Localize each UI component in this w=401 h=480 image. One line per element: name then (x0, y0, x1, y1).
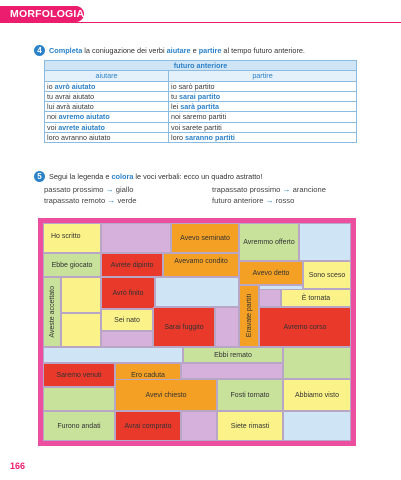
painting-cell[interactable]: Fosti tornato (217, 379, 283, 411)
table-row (45, 91, 357, 101)
painting-cell[interactable] (61, 313, 101, 347)
painting-cell[interactable]: Avevi chiesto (115, 379, 217, 411)
table-cell (45, 91, 169, 101)
table-row (45, 81, 357, 91)
exercise-4-instruction (49, 46, 305, 55)
legend-tense: trapassato remoto (44, 196, 106, 205)
table-cell (45, 133, 169, 143)
answer-text[interactable]: avrete aiutato (58, 122, 105, 132)
table-cell (45, 81, 169, 91)
painting-cell[interactable]: Ero caduta (115, 363, 181, 387)
instruction-text: le voci verbali: ecco un quadro astratto! (133, 172, 263, 181)
painting-cell[interactable] (43, 347, 183, 363)
answer-text[interactable]: avrò aiutato (54, 81, 96, 91)
painting-cell[interactable] (61, 277, 101, 313)
cell-text: tu (171, 91, 179, 101)
table-cell (169, 102, 357, 112)
cell-text: noi saremo partiti (171, 112, 227, 122)
cell-text: lei (171, 102, 181, 112)
painting-cell[interactable] (215, 307, 239, 347)
painting-cell[interactable] (101, 223, 171, 253)
painting-cell[interactable] (299, 223, 351, 261)
painting-cell[interactable]: Avrete dipinto (101, 253, 163, 277)
verb-aiutare: aiutare (166, 46, 191, 55)
painting-cell[interactable]: Aveste accettato (43, 277, 61, 347)
painting-cell[interactable]: Avevamo condito (163, 253, 239, 277)
answer-text[interactable]: sarai partito (179, 91, 221, 101)
table-cell (169, 112, 357, 122)
table-row (45, 133, 357, 143)
painting-cell[interactable]: Avremo corso (259, 307, 351, 347)
legend-tense: futuro anteriore (212, 196, 264, 205)
painting-cell[interactable] (283, 411, 351, 441)
legend-item (44, 196, 136, 205)
painting-cell[interactable]: Ebbe giocato (43, 253, 101, 277)
instruction-word: colora (111, 172, 134, 181)
cell-text: loro avranno aiutato (47, 133, 111, 143)
legend-tense: passato prossimo (44, 185, 104, 194)
painting-cell[interactable]: Sono sceso (303, 261, 351, 289)
painting-cell[interactable]: Avevo detto (239, 261, 303, 285)
painting-cell[interactable] (181, 411, 217, 441)
cell-text: io sarò partito (171, 81, 215, 91)
painting-cell[interactable]: Avrò finito (101, 277, 155, 309)
painting-cell[interactable] (101, 331, 153, 347)
painting-cell[interactable] (43, 387, 115, 411)
painting-cell[interactable]: È tornata (281, 289, 351, 307)
painting-cell[interactable]: Avremmo offerto (239, 223, 299, 261)
cell-text: io (47, 81, 55, 91)
legend-item (212, 196, 294, 205)
painting-cell[interactable]: Saremo venuti (43, 363, 115, 387)
cell-text: loro (171, 133, 185, 143)
cell-text: voi (47, 122, 59, 132)
cell-text: tu avrai aiutato (47, 91, 95, 101)
legend-item (212, 185, 326, 194)
table-cell (169, 91, 357, 101)
legend-color: giallo (115, 185, 134, 194)
painting-cell[interactable]: Ebbi remato (183, 347, 283, 363)
table-row (45, 102, 357, 112)
painting-cell[interactable]: Furono andati (43, 411, 115, 441)
painting-cell[interactable]: Sarai fuggito (153, 307, 215, 347)
painting-cell[interactable]: Avrai comprato (115, 411, 181, 441)
painting-cell[interactable]: Siete rimasti (217, 411, 283, 441)
abstract-painting-frame (38, 218, 356, 446)
table-row (45, 112, 357, 122)
painting-cell[interactable] (155, 277, 239, 307)
arrow-right-icon: → (105, 185, 114, 194)
painting-canvas (43, 223, 351, 441)
table-cell (169, 81, 357, 91)
cell-text: noi (47, 112, 59, 122)
instruction-word: Completa (49, 46, 83, 55)
painting-cell[interactable] (283, 347, 351, 379)
legend-item (44, 185, 134, 194)
cell-text: voi sarete partiti (171, 122, 222, 132)
answer-text[interactable]: saranno partiti (184, 133, 235, 143)
conjugation-table (44, 60, 357, 143)
exercise-number-5: 5 (34, 171, 45, 182)
instruction-text: Segui la legenda e (49, 172, 112, 181)
arrow-right-icon: → (265, 196, 274, 205)
section-tab: MORFOLOGIA (0, 6, 84, 22)
table-cell (169, 122, 357, 132)
table-cell (45, 112, 169, 122)
legend-tense: trapassato prossimo (212, 185, 281, 194)
painting-cell[interactable]: Sei nato (101, 309, 153, 331)
instruction-text: e (190, 46, 199, 55)
painting-cell[interactable] (259, 289, 281, 307)
table-title: futuro anteriore (45, 61, 357, 71)
painting-cell[interactable] (181, 363, 283, 379)
answer-text[interactable]: sarà partita (180, 102, 219, 112)
instruction-text: la coniugazione dei verbi (82, 46, 167, 55)
column-header-aiutare: aiutare (45, 71, 169, 81)
painting-cell[interactable]: Avevo seminato (171, 223, 239, 253)
arrow-right-icon: → (282, 185, 291, 194)
painting-cell[interactable]: Abbiamo visto (283, 379, 351, 411)
table-cell (45, 102, 169, 112)
verb-partire: partire (198, 46, 222, 55)
legend-color: rosso (275, 196, 295, 205)
table-cell (169, 133, 357, 143)
page-number: 166 (10, 461, 26, 471)
table-row (45, 122, 357, 132)
exercise-number-4: 4 (34, 45, 45, 56)
exercise-5-instruction (49, 172, 262, 181)
painting-cell[interactable]: Ho scritto (43, 223, 101, 253)
column-header-partire: partire (169, 71, 357, 81)
answer-text[interactable]: avremo aiutato (58, 112, 110, 122)
instruction-text: al tempo futuro anteriore. (221, 46, 305, 55)
painting-cell[interactable]: Eravate partiti (239, 285, 259, 347)
arrow-right-icon: → (107, 196, 116, 205)
legend-color: arancione (292, 185, 326, 194)
header-divider (0, 22, 401, 23)
cell-text: lui avrà aiutato (47, 102, 94, 112)
table-cell (45, 122, 169, 132)
legend-color: verde (117, 196, 137, 205)
